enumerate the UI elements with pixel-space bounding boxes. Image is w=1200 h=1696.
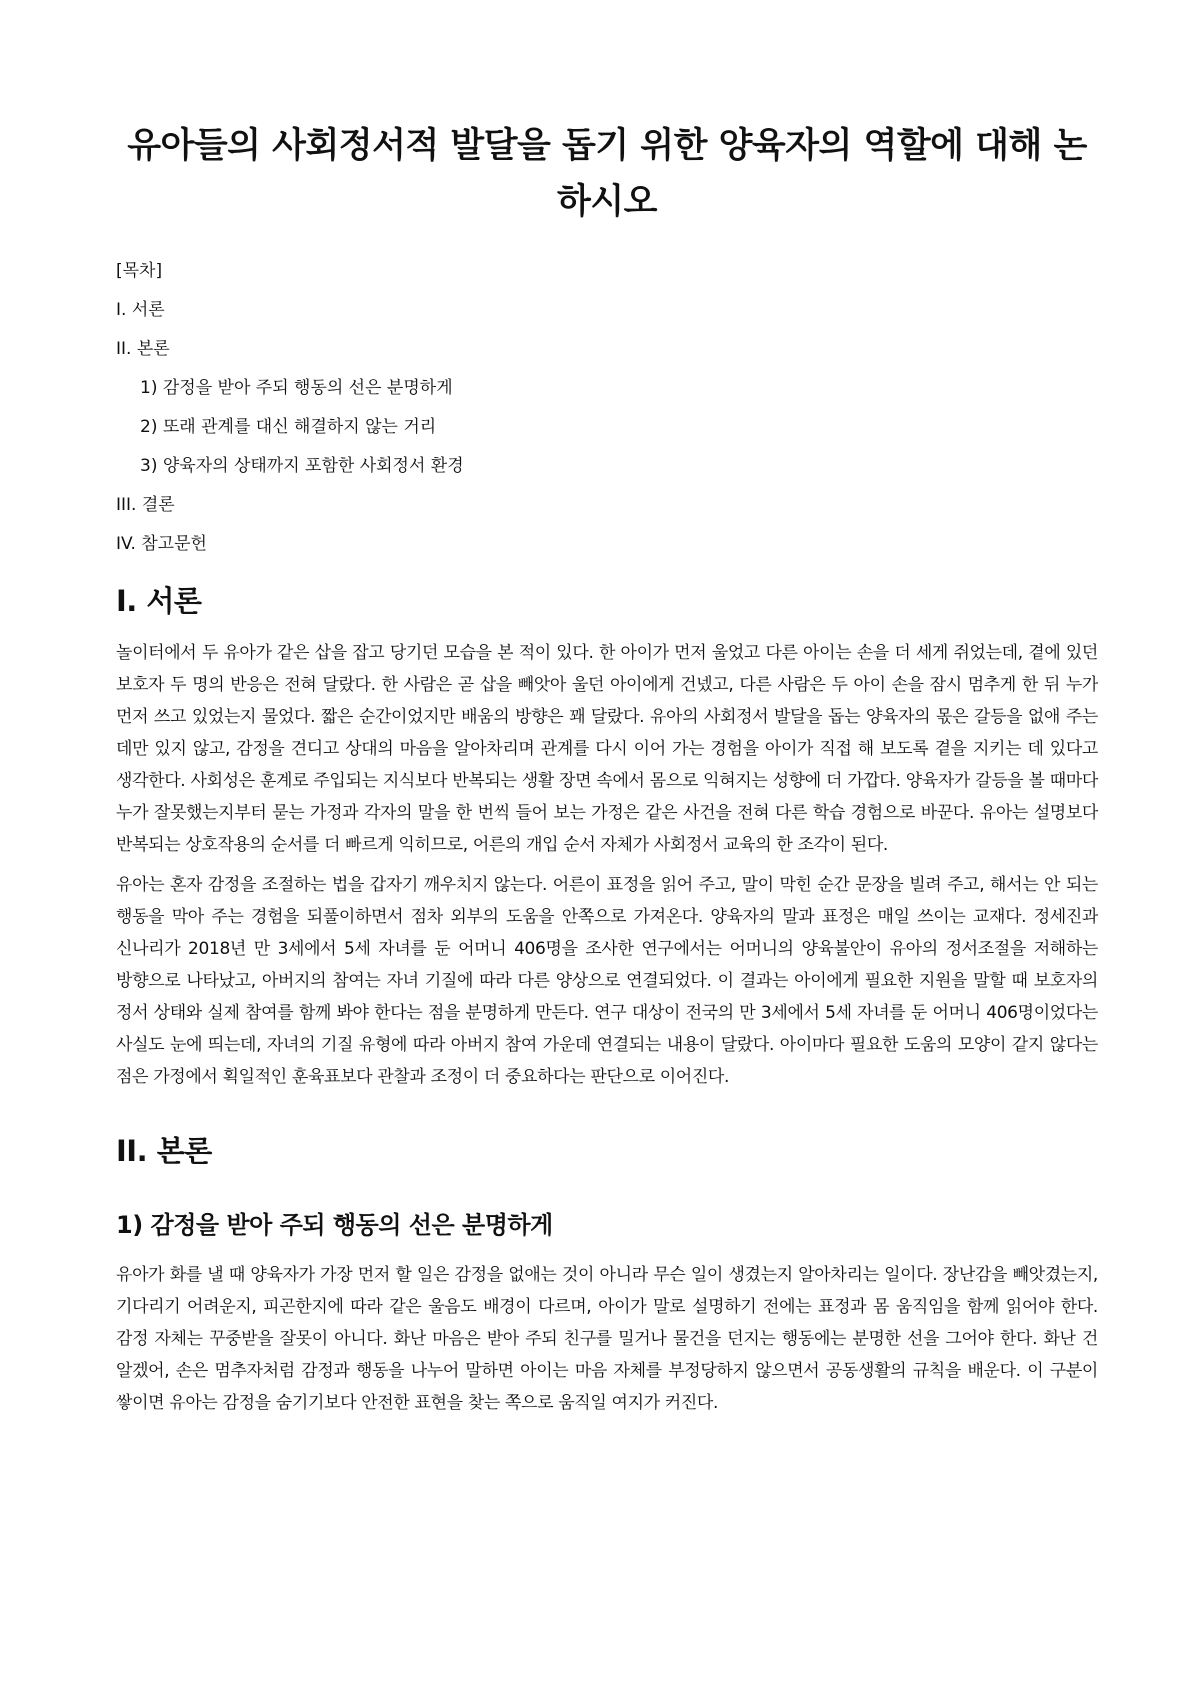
intro-paragraph: 놀이터에서 두 유아가 같은 삽을 잡고 당기던 모습을 본 적이 있다. 한 아이가 먼저 울었고 다른 아이는 손을 더 세게 쥐었는데, 곁에 있던 보호자 두 명의 반응은 전혀 달랐다. 한 사람은 곧 삽을 빼앗아 울던 아이에게 건넸고, 다른 사람은 두 아이 손을 잠시 멈추게 한 뒤 누가 먼저 쓰고 있었는지 물었다. 짧은 순간이었지만 배움의 방향은 꽤 달랐다. 유아의 사회정서 발달을 돕는 양육자의 몫은 갈등을 없애 주는 데만 있지 않고, 감정을 견디고 상대의 마음을 알아차리며 관계를 다시 이어 가는 경험을 아이가 직접 해 보도록 곁을 지키는 데 있다고 생각한다. 사회성은 훈계로 주입되는 지식보다 반복되는 생활 장면 속에서 몸으로 익혀지는 성향에 더 가깝다. 양육자가 갈등을 볼 때마다 누가 잘못했는지부터 묻는 가정과 각자의 말을 한 번씩 들어 보는 가정은 같은 사건을 전혀 다른 학습 경험으로 바꾼다. 유아는 설명보다 반복되는 상호작용의 순서를 더 빠르게 익히므로, 어른의 개입 순서 자체가 사회정서 교육의 한 조각이 된다.	[116, 643, 1098, 855]
document-title: 유아들의 사회정서적 발달을 돕기 위한 양육자의 역할에 대해 논하시오	[127, 126, 1087, 222]
table-of-contents	[116, 258, 1098, 557]
toc-item-body: II. 본론	[116, 339, 170, 359]
body-paragraph: 유아가 화를 낼 때 양육자가 가장 먼저 할 일은 감정을 없애는 것이 아니라 무슨 일이 생겼는지 알아차리는 일이다. 장난감을 빼앗겼는지, 기다리기 어려운지, 피곤한지에 따라 같은 울음도 배경이 다르며, 아이가 말로 설명하기 전에는 표정과 몸 움직임을 함께 읽어야 한다. 감정 자체는 꾸중받을 잘못이 아니다. 화난 마음은 받아 주되 친구를 밀거나 물건을 던지는 행동에는 분명한 선을 그어야 한다. 화난 건 알겠어, 손은 멈추자처럼 감정과 행동을 나누어 말하면 아이는 마음 자체를 부정당하지 않으면서 공동생활의 규칙을 배운다. 이 구분이 쌓이면 유아는 감정을 숨기기보다 안전한 표현을 찾는 쪽으로 움직일 여지가 커진다.	[116, 1265, 1098, 1413]
toc-item-intro: I. 서론	[116, 300, 165, 320]
section-heading-intro: I. 서론	[116, 584, 202, 618]
toc-item-conclusion: III. 결론	[116, 495, 175, 515]
toc-item-body-1: 1) 감정을 받아 주되 행동의 선은 분명하게	[140, 378, 453, 398]
toc-item-body-3: 3) 양육자의 상태까지 포함한 사회정서 환경	[140, 456, 464, 476]
section-heading-body: II. 본론	[116, 1134, 212, 1168]
subsection-heading-1: 1) 감정을 받아 주되 행동의 선은 분명하게	[116, 1211, 553, 1239]
intro-paragraph: 유아는 혼자 감정을 조절하는 법을 갑자기 깨우치지 않는다. 어른이 표정을 읽어 주고, 말이 막힌 순간 문장을 빌려 주고, 해서는 안 되는 행동을 막아 주는 경험을 되풀이하면서 점차 외부의 도움을 안쪽으로 가져온다. 양육자의 말과 표정은 매일 쓰이는 교재다. 정세진과 신나리가 2018년 만 3세에서 5세 자녀를 둔 어머니 406명을 조사한 연구에서는 어머니의 양육불안이 유아의 정서조절을 저해하는 방향으로 나타났고, 아버지의 참여는 자녀 기질에 따라 다른 양상으로 연결되었다. 이 결과는 아이에게 필요한 지원을 말할 때 보호자의 정서 상태와 실제 참여를 함께 봐야 한다는 점을 분명하게 만든다. 연구 대상이 전국의 만 3세에서 5세 자녀를 둔 어머니 406명이었다는 사실도 눈에 띄는데, 자녀의 기질 유형에 따라 아버지 참여 가운데 연결되는 내용이 달랐다. 아이마다 필요한 도움의 모양이 같지 않다는 점은 가정에서 획일적인 훈육표보다 관찰과 조정이 더 중요하다는 판단으로 이어진다.	[116, 875, 1098, 1087]
toc-item-references: IV. 참고문헌	[116, 534, 207, 554]
toc-label: [목차]	[116, 261, 163, 281]
toc-item-body-2: 2) 또래 관계를 대신 해결하지 않는 거리	[140, 417, 437, 437]
